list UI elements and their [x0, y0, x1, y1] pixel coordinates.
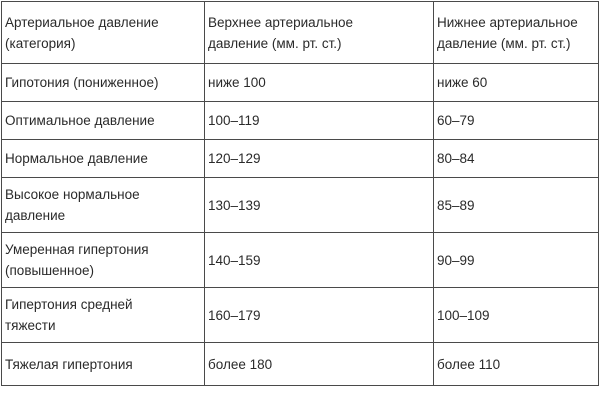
row-systolic: более 180 [205, 343, 434, 386]
row-category: Гипертония средней тяжести [2, 288, 205, 343]
table-row [2, 64, 599, 102]
row-systolic: 120–129 [205, 140, 434, 178]
row-systolic: 140–159 [205, 233, 434, 288]
header-category: Артериальное давление (категория) [2, 2, 205, 64]
row-category: Высокое нормальное давление [2, 178, 205, 233]
row-systolic: ниже 100 [205, 64, 434, 102]
row-category: Гипотония (пониженное) [2, 64, 205, 102]
table-row [2, 102, 599, 140]
blood-pressure-table [1, 1, 599, 386]
row-systolic: 160–179 [205, 288, 434, 343]
row-systolic: 130–139 [205, 178, 434, 233]
table-row [2, 140, 599, 178]
table-header-row [2, 2, 599, 64]
table-row [2, 178, 599, 233]
row-systolic: 100–119 [205, 102, 434, 140]
table-row [2, 343, 599, 386]
table-row [2, 288, 599, 343]
row-diastolic: 80–84 [434, 140, 599, 178]
row-category: Нормальное давление [2, 140, 205, 178]
table-row [2, 233, 599, 288]
row-diastolic: 100–109 [434, 288, 599, 343]
row-category: Оптимальное давление [2, 102, 205, 140]
row-diastolic: 60–79 [434, 102, 599, 140]
header-systolic: Верхнее артериальное давление (мм. рт. ст.) [205, 2, 434, 64]
row-diastolic: ниже 60 [434, 64, 599, 102]
row-diastolic: более 110 [434, 343, 599, 386]
header-diastolic: Нижнее артериальное давление (мм. рт. ст.) [434, 2, 599, 64]
row-diastolic: 90–99 [434, 233, 599, 288]
row-category: Умеренная гипертония (повышенное) [2, 233, 205, 288]
row-diastolic: 85–89 [434, 178, 599, 233]
row-category: Тяжелая гипертония [2, 343, 205, 386]
